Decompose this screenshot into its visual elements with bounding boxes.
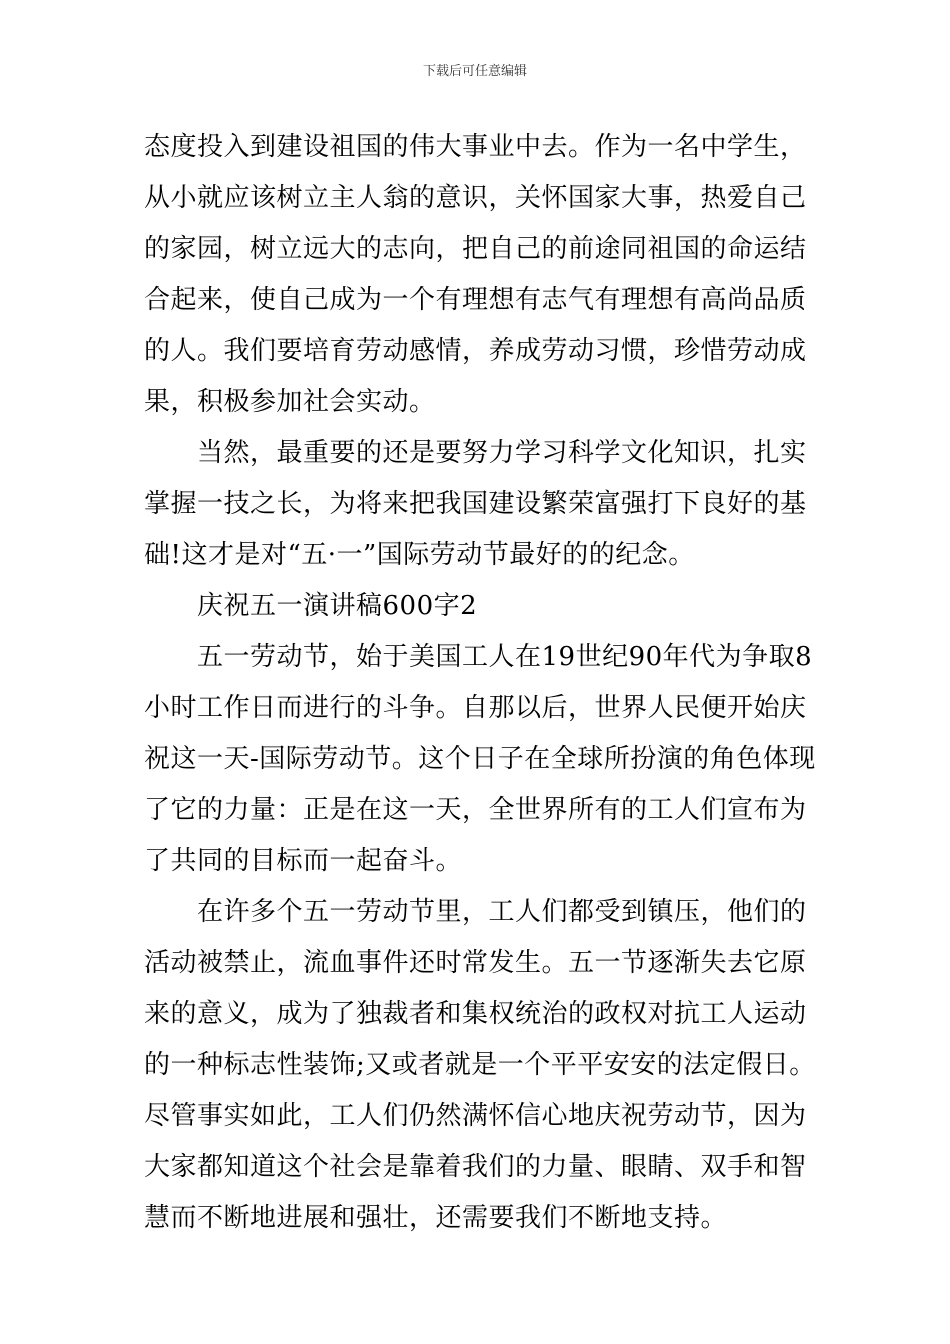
paragraph	[144, 887, 816, 1244]
text-line: 了共同的目标而一起奋斗。	[144, 846, 463, 876]
text-line: 从小就应该树立主人翁的意识，关怀国家大事，热爱自己	[144, 183, 807, 213]
text-line: 祝这一天-国际劳动节。这个日子在全球所扮演的角色体现	[144, 744, 816, 774]
paragraph	[144, 122, 809, 428]
section-heading-text: 庆祝五一演讲稿600字2	[197, 591, 478, 621]
text-line: 活动被禁止，流血事件还时常发生。五一节逐渐失去它原	[144, 948, 807, 978]
text-line: 当然，最重要的还是要努力学习科学文化知识，扎实	[197, 438, 807, 468]
text-line: 慧而不断地进展和强壮，还需要我们不断地支持。	[144, 1203, 728, 1233]
text-line: 合起来，使自己成为一个有理想有志气有理想有高尚品质	[144, 285, 807, 315]
text-line: 五一劳动节，始于美国工人在19世纪90年代为争取8	[197, 642, 813, 672]
text-line: 大家都知道这个社会是靠着我们的力量、眼睛、双手和智	[144, 1152, 807, 1182]
paragraph	[144, 632, 816, 887]
text-line: 态度投入到建设祖国的伟大事业中去。作为一名中学生，	[144, 132, 807, 162]
paragraph	[144, 428, 809, 581]
text-line: 的家园，树立远大的志向，把自己的前途同祖国的命运结	[144, 234, 807, 264]
text-line: 的人。我们要培育劳动感情，养成劳动习惯，珍惜劳动成	[144, 336, 807, 366]
text-line: 础!这才是对“五·一”国际劳动节最好的的纪念。	[144, 540, 695, 570]
document-body	[144, 122, 816, 1244]
text-line: 果，积极参加社会实动。	[144, 387, 436, 417]
text-line: 的一种标志性装饰;又或者就是一个平平安安的法定假日。	[144, 1050, 816, 1080]
text-line: 尽管事实如此，工人们仍然满怀信心地庆祝劳动节，因为	[144, 1101, 807, 1131]
text-line: 掌握一技之长，为将来把我国建设繁荣富强打下良好的基	[144, 489, 807, 519]
page-header: 下载后可任意编辑	[422, 64, 527, 79]
section-heading	[144, 581, 809, 632]
text-line: 在许多个五一劳动节里，工人们都受到镇压，他们的	[197, 897, 807, 927]
text-line: 小时工作日而进行的斗争。自那以后，世界人民便开始庆	[144, 693, 807, 723]
text-line: 来的意义，成为了独裁者和集权统治的政权对抗工人运动	[144, 999, 807, 1029]
text-line: 了它的力量：正是在这一天，全世界所有的工人们宣布为	[144, 795, 807, 825]
